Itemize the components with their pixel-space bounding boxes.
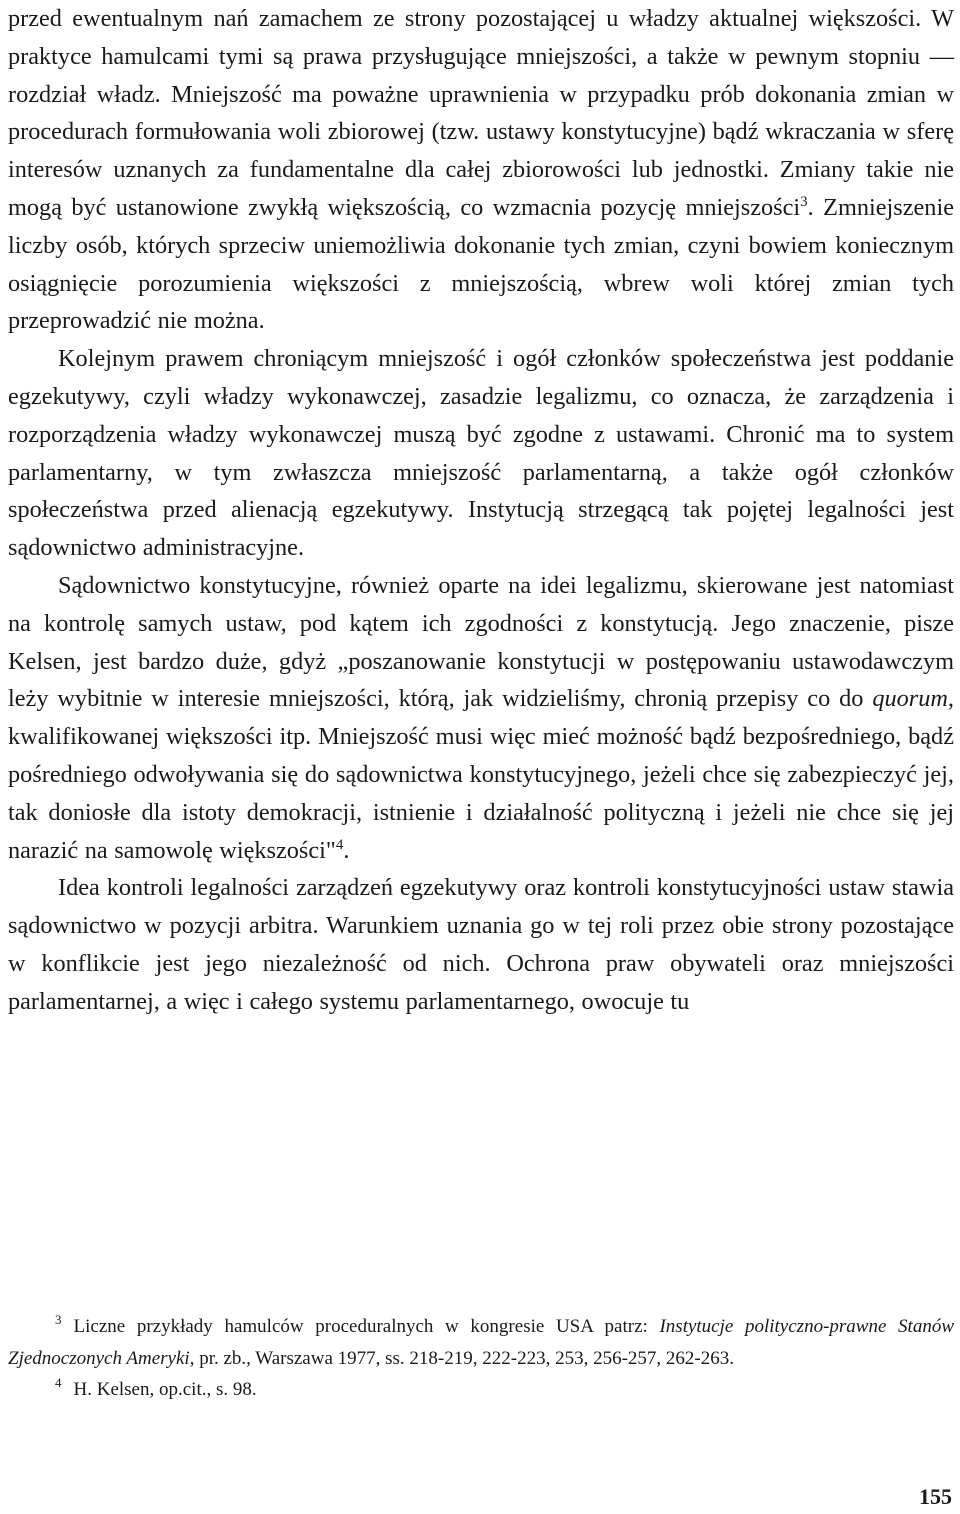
main-text <box>8 0 954 1021</box>
text-run: kwalifikowanej większości itp. Mniejszość musi więc mieć możność bądź bezpośredniego, bądź pośredniego odwoływania się do sądownictwa konstytucyjnego, jeżeli chce się zabezpieczyć jej, tak doniosłe dla istoty demokracji, istnienie i działalność polityczną i jeżeli nie chce się jej narazić na samowolę większości" <box>8 723 954 864</box>
footnote-number: 4 <box>55 1375 62 1390</box>
page-number: 155 <box>919 1484 952 1509</box>
text-run: Kolejnym prawem chroniącym mniejszość i ogół członków społeczeństwa jest poddanie egzekutywy, czyli władzy wykonawczej, zasadzie legalizmu, co oznacza, że zarządzenia i rozporządzenia władzy wykonawczej muszą być zgodne z ustawami. Chronić ma to system parlamentarny, w tym zwłaszcza mniejszość parlamentarną, a także ogół członków społeczeństwa przed alienacją egzekutywy. Instytucją strzegącą tak pojętej legalności jest sądownictwo administracyjne. <box>8 345 954 562</box>
paragraph <box>8 869 954 1020</box>
text-run: pr. zb., Warszawa 1977, ss. 218-219, 222-223, 253, 256-257, 262-263. <box>194 1347 734 1369</box>
footnote-reference: 4 <box>335 836 344 853</box>
italic-text: Instytucje polityczno-prawne Stanów Zjednoczonych Ameryki, <box>8 1316 954 1369</box>
footnotes <box>8 1311 954 1406</box>
text-run: . <box>343 836 350 864</box>
text-run: Idea kontroli legalności zarządzeń egzekutywy oraz kontroli konstytucyjności ustaw stawia sądownictwo w pozycji arbitra. Warunkiem uznania go w tej roli przez obie strony pozostające w konflikcie jest jego niezależność od nich. Ochrona praw obywateli oraz mniejszości parlamentarnej, a więc i całego systemu parlamentarnego, owocuje tu <box>8 874 954 1015</box>
footnote-reference: 3 <box>800 193 808 210</box>
paragraph <box>8 340 954 567</box>
text-run: Sądownictwo konstytucyjne, również oparte na idei legalizmu, skierowane jest natomiast na kontrolę samych ustaw, pod kątem ich zgodności z konstytucją. Jego znaczenie, pisze Kelsen, jest bardzo duże, gdyż „poszanowanie konstytucji w postępowaniu ustawodawczym leży wybitnie w interesie mniejszości, którą, jak widzieliśmy, chronią przepisy co do <box>8 571 954 713</box>
page <box>8 0 954 1021</box>
text-run: . Zmniejszenie liczby osób, których sprzeciw uniemożliwia dokonanie tych zmian, czyni bowiem koniecznym osiągnięcie porozumienia większości z mniejszością, wbrew woli której zmian tych przeprowadzić nie można. <box>8 193 954 335</box>
text-run: H. Kelsen, op.cit., s. 98. <box>73 1379 257 1400</box>
paragraph <box>8 567 954 869</box>
text-run: przed ewentualnym nań zamachem ze strony pozostającej u władzy aktualnej większości. W praktyce hamulcami tymi są prawa przysługujące mniejszości, a także w pewnym stopniu — rozdział władz. Mniejszość ma poważne uprawnienia w przypadku prób dokonania zmian w procedurach formułowania woli zbiorowej (tzw. ustawy konstytucyjne) bądź wkraczania w sferę interesów uznanych za fundamentalne dla całej zbiorowości lub jednostki. Zmiany takie nie mogą być ustanowione zwykłą większością, co wzmacnia pozycję mniejszości <box>8 5 954 221</box>
text-run: Liczne przykłady hamulców proceduralnych w kongresie USA patrz: <box>73 1316 660 1337</box>
footnote-number: 3 <box>55 1312 62 1327</box>
paragraph <box>8 0 954 340</box>
footnote <box>8 1374 954 1406</box>
italic-text: quorum, <box>872 685 954 713</box>
footnote <box>8 1311 954 1374</box>
